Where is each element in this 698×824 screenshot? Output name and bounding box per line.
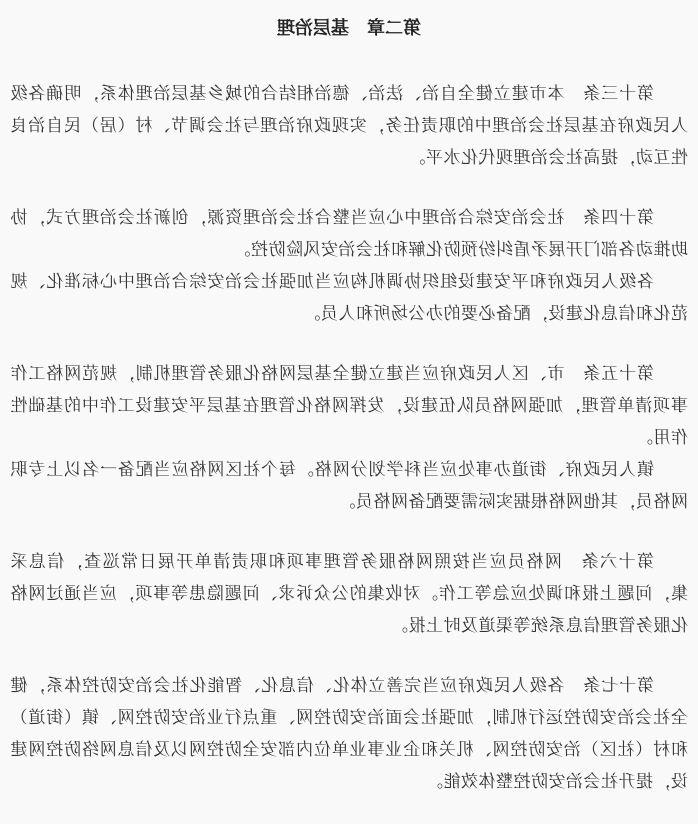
- article-14: [10, 202, 688, 330]
- article-17: [10, 670, 688, 798]
- article-paragraph: 第十三条 本市建立健全自治、法治、德治相结合的城乡基层治理体系，明确各级人民政府在基层社会治理中的职责任务，实现政府治理与社会调节、村（居）民自治良性互动，提高社会治理现代化水平。: [10, 84, 688, 168]
- article-paragraph: 各级人民政府和平安建设组织协调机构应当加强社会治安综合治理中心标准化、规范化和信息化建设，配备必要的办公场所和人员。: [10, 272, 688, 324]
- article-paragraph: 镇人民政府、街道办事处应当科学划分网格。每个社区网格应当配备一名以上专职网格员，其他网格根据实际需要配备网格员。: [10, 460, 688, 512]
- article-16: [10, 546, 688, 642]
- article-paragraph: 第十四条 社会治安综合治理中心应当整合社会治理资源，创新社会治理方式，协助推动各部门开展矛盾纠纷预防化解和社会治安风险防控。: [10, 208, 688, 260]
- article-paragraph: 第十五条 市、区人民政府应当建立健全基层网格化服务管理机制，规范网格工作事项清单管理，加强网格员队伍建设，发挥网格化管理在基层平安建设工作中的基础性作用。: [10, 364, 688, 448]
- article-15: [10, 358, 688, 518]
- article-13: [10, 78, 688, 174]
- article-paragraph: 第十七条 各级人民政府应当完善立体化、信息化、智能化社会治安防控体系，健全社会治安防控运行机制，加强社会面治安防控网、重点行业治安防控网、镇（街道）和村（社区）治安防控网、机关和企业事业单位内部安全防控网以及信息网络防控网建设，提升社会治安防控整体效能。: [10, 676, 688, 792]
- chapter-title: 第二章 基层治理: [277, 18, 421, 39]
- article-paragraph: 第十六条 网格员应当按照网格服务管理事项和职责清单开展日常巡查，信息采集，问题上报和调处应急等工作。对收集的公众诉求、问题隐患等事项，应当通过网格化服务管理信息系统等渠道及时上报。: [10, 552, 688, 636]
